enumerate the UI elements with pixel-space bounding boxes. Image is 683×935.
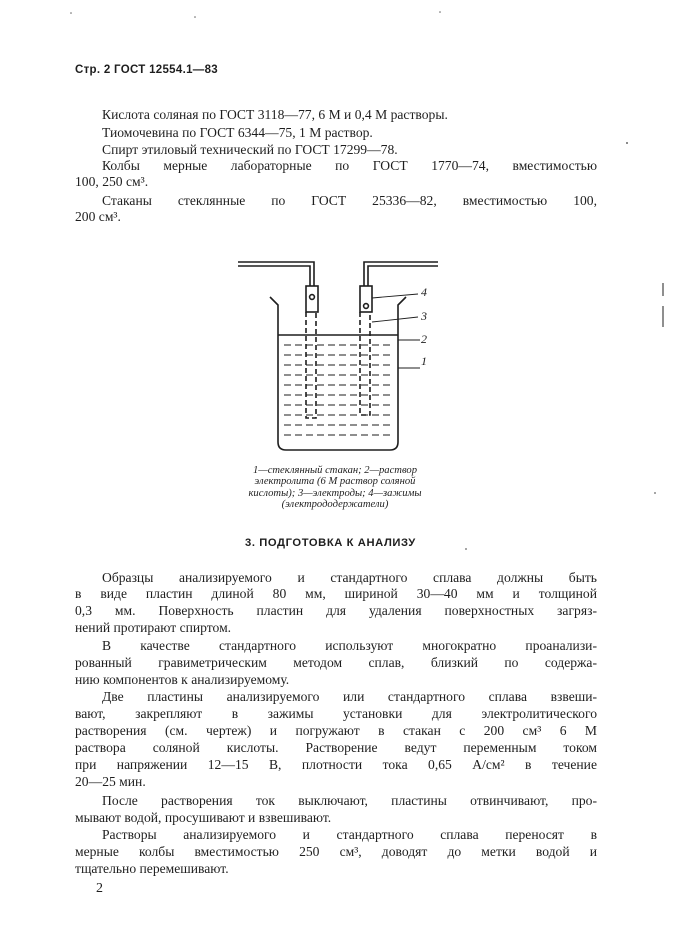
callout-label-1: 1 [421, 354, 427, 368]
paragraph-line: 0,3 мм. Поверхность пластин для удаления поверхностных загряз- [75, 603, 597, 618]
paragraph-line: нений протирают спиртом. [75, 620, 232, 635]
paragraph-line: при напряжении 12—15 В, плотности тока 0,65 А/см² в течение [75, 757, 597, 772]
page-header: Стр. 2 ГОСТ 12554.1—83 [75, 64, 218, 76]
paragraph-line: нию компонентов к анализируемому. [75, 672, 290, 687]
paragraph-line: Образцы анализируемого и стандартного сплава должны быть [102, 570, 597, 585]
material-flasks: Колбы мерные лабораторные по ГОСТ 1770—74, вместимостью [102, 158, 597, 173]
caption-line: (электрододержатели) [281, 499, 389, 511]
caption-line: 1—стеклянный стакан; 2—раствор [252, 465, 418, 476]
callout-label-3: 3 [421, 309, 427, 323]
material-thiourea: Тиомочевина по ГОСТ 6344—75, 1 М раствор. [102, 125, 373, 140]
page-number: 2 [96, 881, 103, 896]
paragraph-line: вают, закрепляют в зажимы установки для электролитического [75, 706, 597, 721]
caption-line: электролита (6 М раствор соляной [254, 476, 416, 488]
material-flasks-cont: 100, 250 см³. [75, 174, 149, 189]
paragraph-line: мывают водой, просушивают и взвешивают. [75, 810, 332, 825]
section-title: 3. ПОДГОТОВКА К АНАЛИЗУ [245, 537, 416, 549]
material-beakers-cont: 200 см³. [75, 209, 121, 224]
paragraph-line: В качестве стандартного используют многократно проанализи- [102, 638, 597, 653]
paragraph-line: мерные колбы вместимостью 250 см³, доводят до метки водой и [75, 844, 597, 859]
paragraph-line: в виде пластин длиной 80 мм, шириной 30—40 мм и толщиной [75, 586, 597, 601]
paragraph-line: Растворы анализируемого и стандартного сплава переносят в [102, 827, 597, 842]
paragraph-line: После растворения ток выключают, пластины отвинчивают, про- [102, 793, 597, 808]
paragraph-line: 20—25 мин. [75, 774, 146, 789]
paragraph-line: рованный гравиметрическим методом сплав, близкий по содержа- [75, 655, 597, 670]
paragraph-line: раствора соляной кислоты. Растворение ведут переменным током [75, 740, 597, 755]
paragraph-line: тщательно перемешивают. [75, 861, 229, 876]
material-hydrochloric-acid: Кислота соляная по ГОСТ 3118—77, 6 М и 0,4 М растворы. [102, 107, 448, 122]
material-ethanol: Спирт этиловый технический по ГОСТ 17299—78. [102, 142, 398, 157]
callout-label-2: 2 [421, 332, 427, 346]
caption-line: кислоты); 3—электроды; 4—зажимы [248, 487, 422, 499]
callout-label-4: 4 [421, 285, 427, 299]
paragraph-line: Две пластины анализируемого или стандартного сплава взвеши- [102, 689, 597, 704]
paragraph-line: растворения (см. чертеж) и погружают в стакан с 200 см³ 6 М [75, 723, 597, 738]
material-beakers: Стаканы стеклянные по ГОСТ 25336—82, вместимостью 100, [102, 193, 597, 208]
